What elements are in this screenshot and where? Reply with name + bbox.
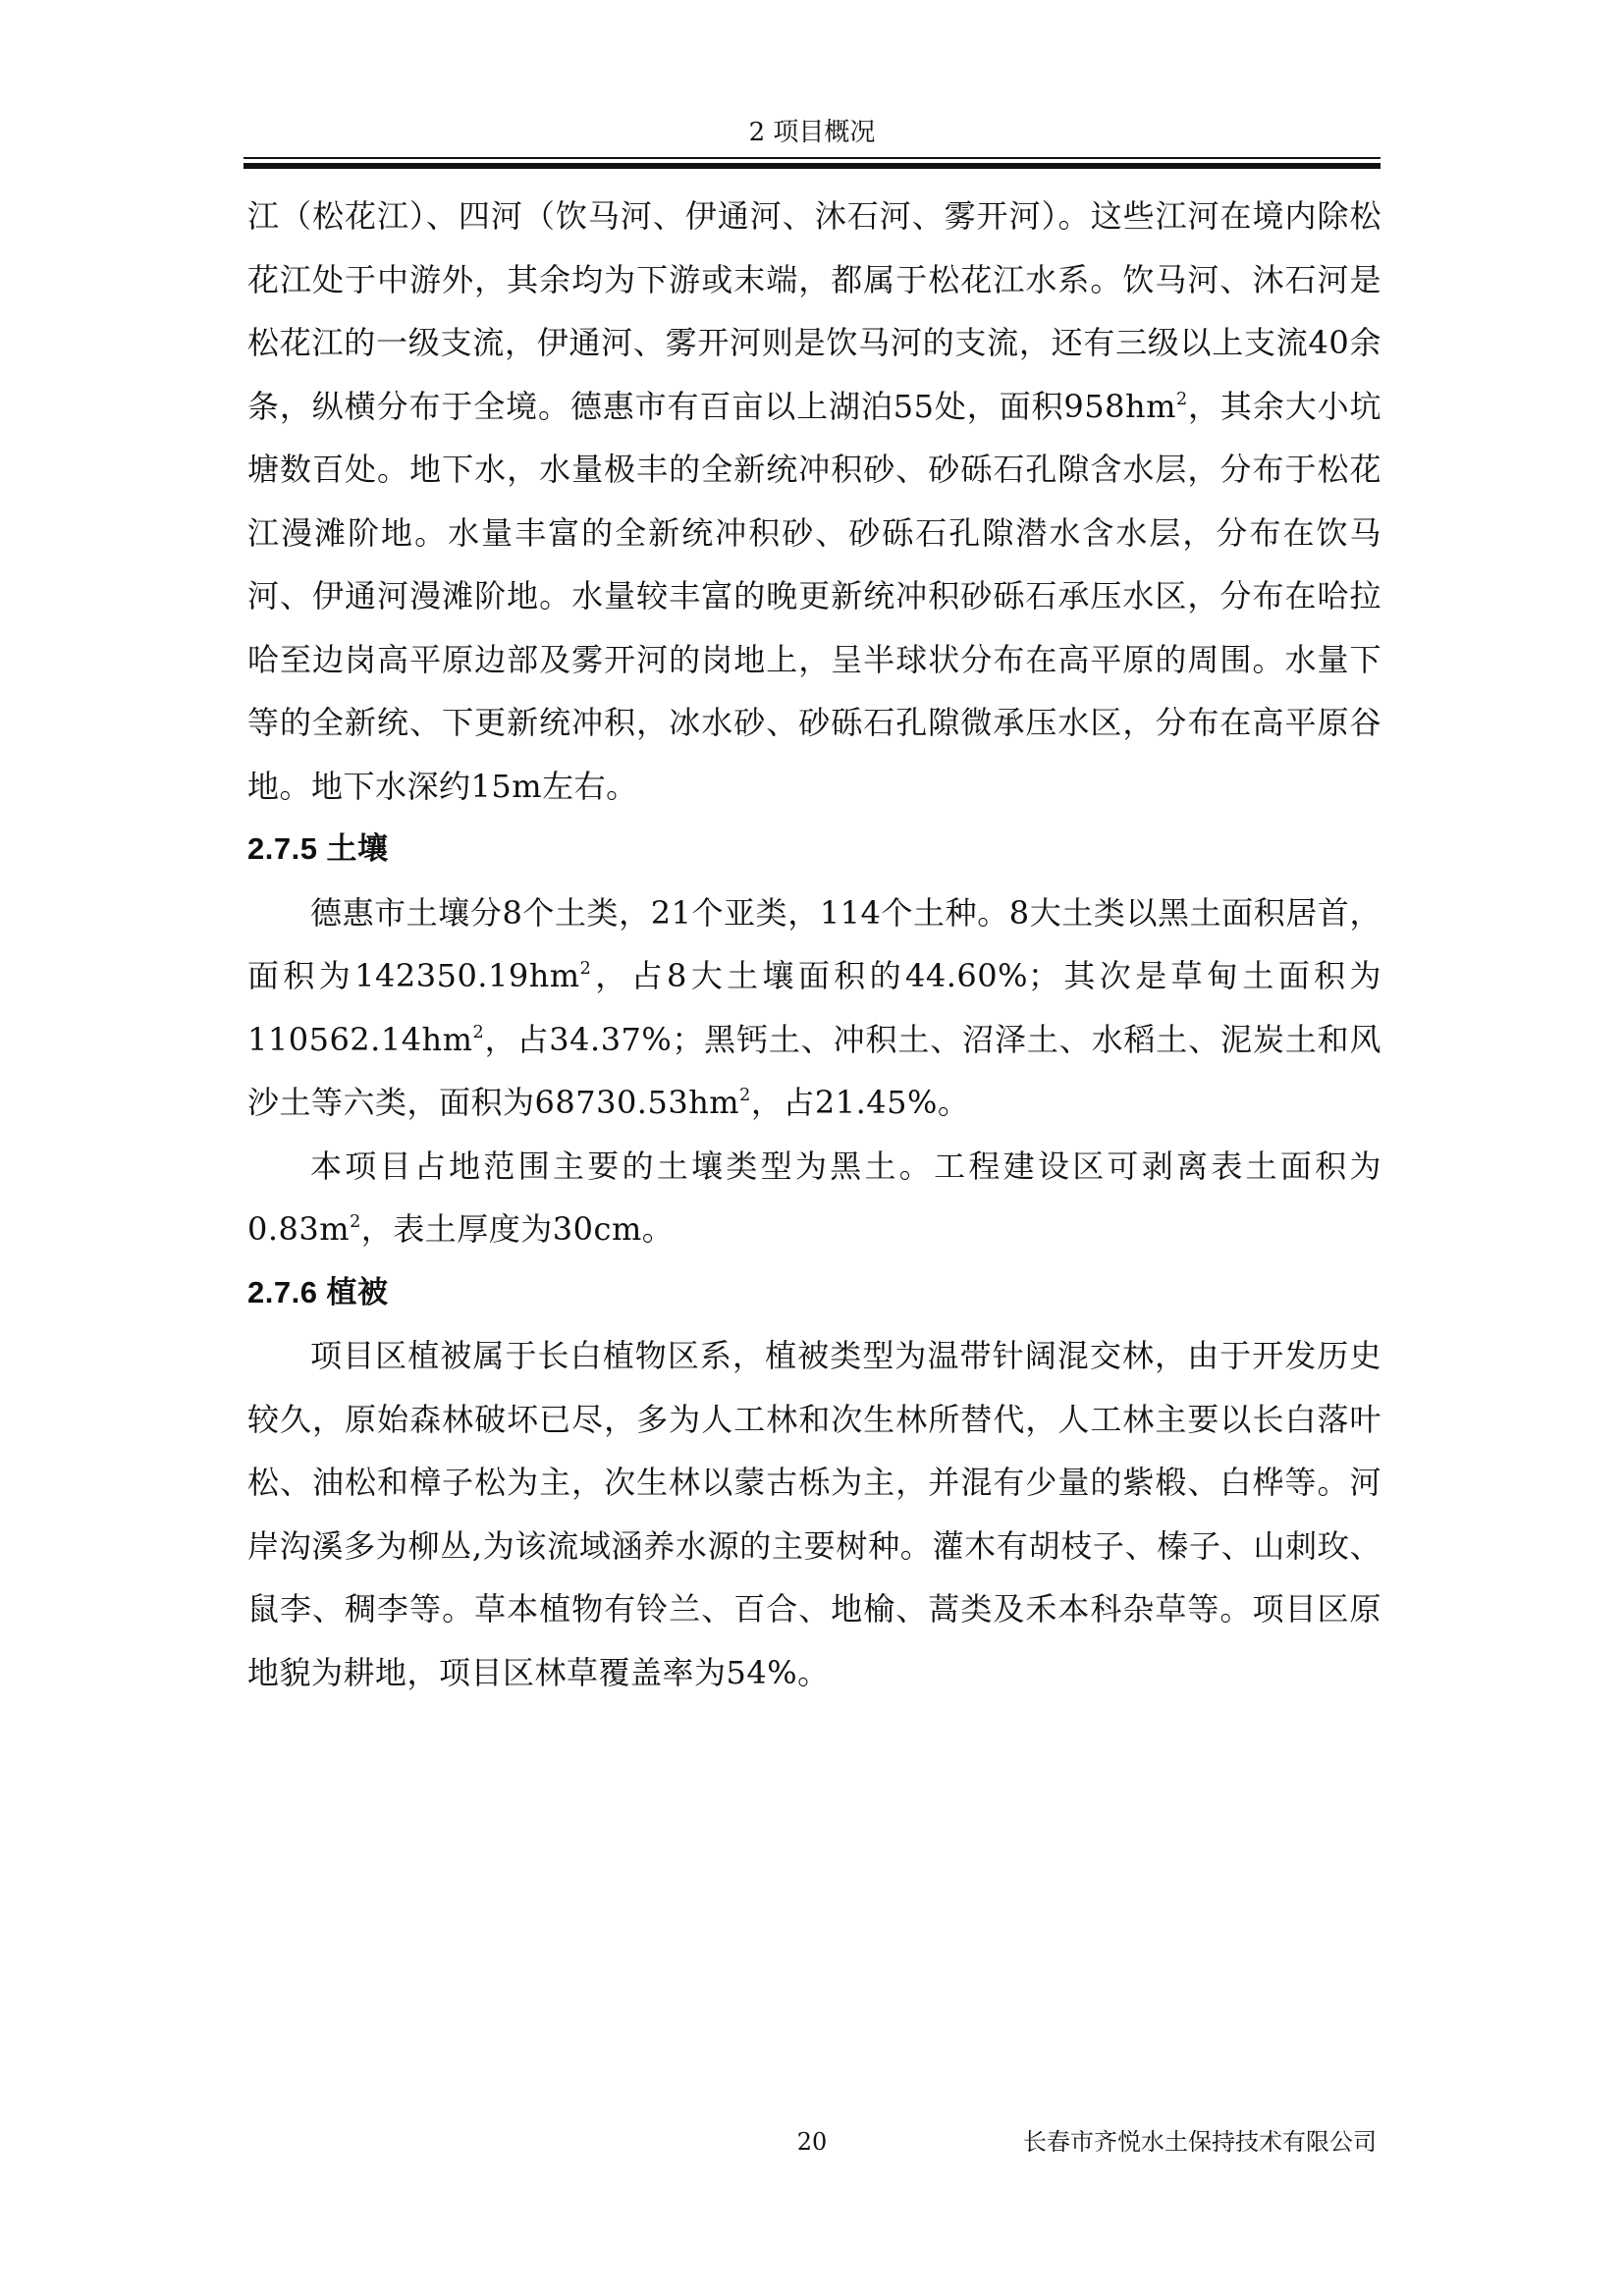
paragraph-text: ，占21.45%。 (750, 1084, 970, 1121)
page-number: 20 (796, 2128, 828, 2156)
superscript: 2 (739, 1085, 751, 1105)
paragraph-text: 德惠市土壤分8个土类，21个亚类，114个土种。8大土类以黑土面积居首，面积为142350.19hm (247, 893, 1381, 994)
vegetation-paragraph: 项目区植被属于长白植物区系，植被类型为温带针阔混交林，由于开发历史较久，原始森林破坏已尽，多为人工林和次生林所替代，人工林主要以长白落叶松、油松和樟子松为主，次生林以蒙古栎为主，并混有少量的紫椴、白桦等。河岸沟溪多为柳丛,为该流域涵养水源的主要树种。灌木有胡枝子、榛子、山刺玫、鼠李、稠李等。草本植物有铃兰、百合、地榆、蒿类及禾本科杂草等。项目区原地貌为耕地，项目区林草覆盖率为54%。 (247, 1337, 1381, 1691)
paragraph-text: 江（松花江）、四河（饮马河、伊通河、沐石河、雾开河）。这些江河在境内除松花江处于中游外，其余均为下游或末端，都属于松花江水系。饮马河、沐石河是松花江的一级支流，伊通河、雾开河则是饮马河的支流，还有三级以上支流40余条，纵横分布于全境。德惠市有百亩以上湖泊55处，面积958hm (247, 197, 1381, 425)
paragraph-text: ，表土厚度为30cm。 (360, 1210, 675, 1248)
section-heading-soil: 2.7.5 土壤 (247, 831, 389, 866)
superscript: 2 (579, 958, 592, 979)
page-header-title: 2 项目概况 (748, 118, 876, 147)
paragraph-text: ，占8大土壤面积的44.60%；其次是草甸土面积为110562.14hm (247, 957, 1381, 1058)
section-274-tail-paragraph (247, 185, 1381, 818)
page-body (247, 185, 1381, 1704)
header-rule-thick (244, 163, 1380, 169)
superscript: 2 (350, 1211, 361, 1232)
paragraph-text: 本项目占地范围主要的土壤类型为黑土。工程建设区可剥离表土面积为0.83m (247, 1147, 1381, 1248)
section-heading-vegetation: 2.7.6 植被 (247, 1274, 389, 1309)
soil-paragraph-2 (247, 1135, 1381, 1261)
header-rule-thin (244, 157, 1380, 159)
footer-company-name: 长春市齐悦水土保持技术有限公司 (1023, 2128, 1377, 2156)
superscript: 2 (472, 1022, 485, 1042)
soil-paragraph-1 (247, 881, 1381, 1135)
superscript: 2 (1175, 389, 1188, 409)
paragraph-text: ，其余大小坑塘数百处。地下水，水量极丰的全新统冲积砂、砂砾石孔隙含水层，分布于松花江漫滩阶地。水量丰富的全新统冲积砂、砂砾石孔隙潜水含水层，分布在饮马河、伊通河漫滩阶地。水量较丰富的晚更新统冲积砂砾石承压水区，分布在哈拉哈至边岗高平原边部及雾开河的岗地上，呈半球状分布在高平原的周围。水量下等的全新统、下更新统冲积，冰水砂、砂砾石孔隙微承压水区，分布在高平原谷地。地下水深约15m左右。 (247, 387, 1381, 805)
paragraph-text: ，占34.37%；黑钙土、冲积土、沼泽土、水稻土、泥炭土和风沙土等六类，面积为68730.53hm (247, 1020, 1381, 1121)
